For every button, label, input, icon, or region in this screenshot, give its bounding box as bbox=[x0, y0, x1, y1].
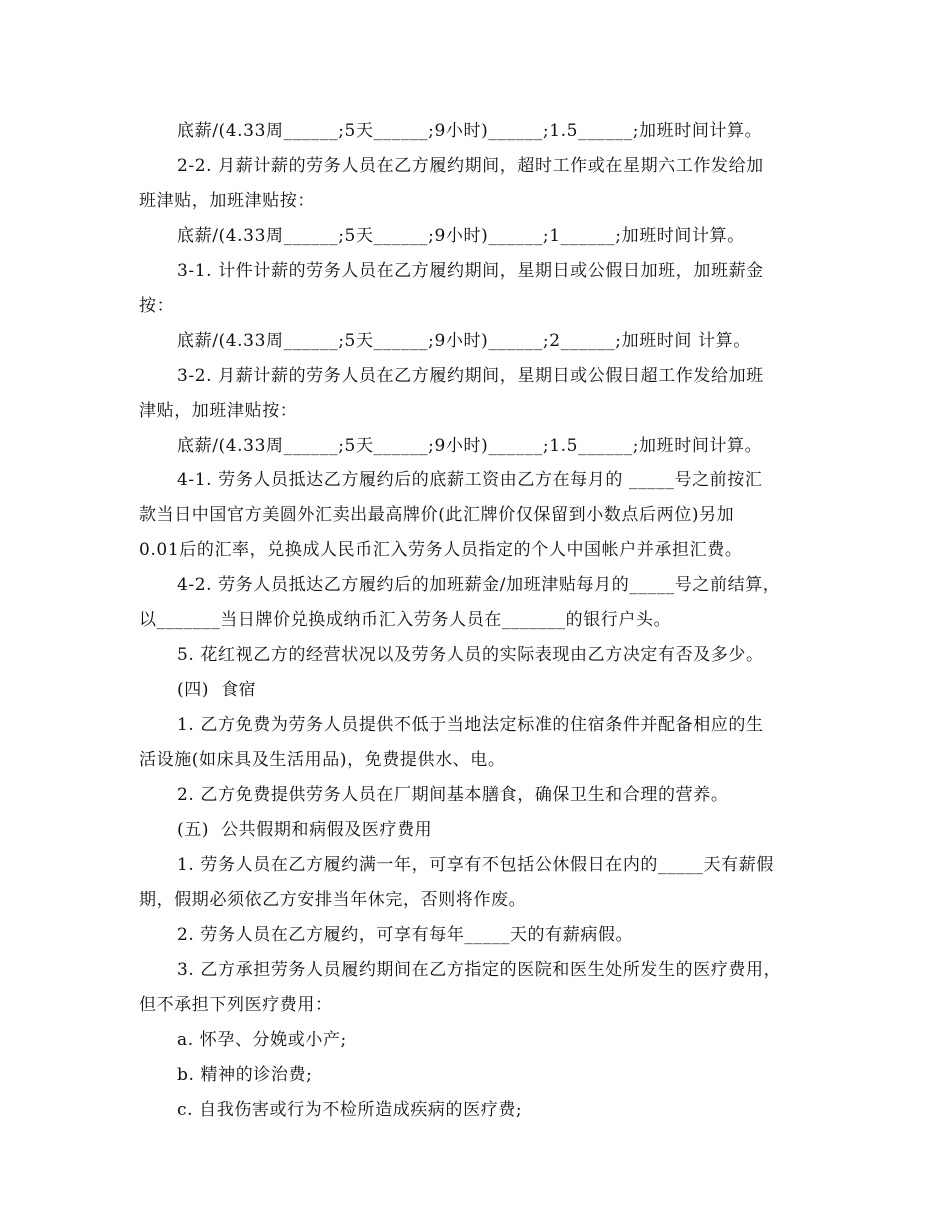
text-line: 按： bbox=[139, 296, 175, 316]
text-line: 5. 花红视乙方的经营状况以及劳务人员的实际表现由乙方决定有否及多少。 bbox=[177, 645, 764, 665]
text-line: 3. 乙方承担劳务人员履约期间在乙方指定的医院和医生处所发生的医疗费用， bbox=[177, 960, 782, 980]
text-line: 4-2. 劳务人员抵达乙方履约后的加班薪金/加班津贴每月的_____号之前结算， bbox=[177, 575, 781, 595]
text-line: 底薪/(4.33周______;5天______;9小时)______;1.5______;加班时间计算。 bbox=[177, 121, 763, 141]
list-item: b. 精神的诊治费; bbox=[177, 1065, 313, 1085]
text-line: 活设施(如床具及生活用品)，免费提供水、电。 bbox=[139, 750, 506, 770]
text-line: 底薪/(4.33周______;5天______;9小时)______;2______;加班时间 计算。 bbox=[177, 331, 751, 351]
text-line: 3-2. 月薪计薪的劳务人员在乙方履约期间，星期日或公假日超工作发给加班 bbox=[177, 366, 764, 386]
text-line: 2. 乙方免费提供劳务人员在厂期间基本膳食，确保卫生和合理的营养。 bbox=[177, 785, 729, 805]
section-heading: (五) 公共假期和病假及医疗费用 bbox=[177, 820, 433, 840]
section-heading: (四) 食宿 bbox=[177, 680, 257, 700]
text-line: 以_______当日牌价兑换成纳币汇入劳务人员在_______的银行户头。 bbox=[139, 610, 672, 630]
text-line: 2-2. 月薪计薪的劳务人员在乙方履约期间，超时工作或在星期六工作发给加 bbox=[177, 156, 764, 176]
text-line: 3-1. 计件计薪的劳务人员在乙方履约期间，星期日或公假日加班，加班薪金 bbox=[177, 261, 764, 281]
text-line: 款当日中国官方美圆外汇卖出最高牌价(此汇牌价仅保留到小数点后两位)另加 bbox=[139, 505, 735, 525]
text-line: 津贴，加班津贴按： bbox=[139, 401, 298, 421]
text-line: 期，假期必须依乙方安排当年休完，否则将作废。 bbox=[139, 890, 527, 910]
list-item: a. 怀孕、分娩或小产; bbox=[177, 1030, 347, 1050]
text-line: 2. 劳务人员在乙方履约，可享有每年_____天的有薪病假。 bbox=[177, 925, 634, 945]
text-line: 4-1. 劳务人员抵达乙方履约后的底薪工资由乙方在每月的 _____号之前按汇 bbox=[177, 470, 763, 490]
text-line: 但不承担下列医疗费用： bbox=[139, 995, 333, 1015]
text-line: 1. 乙方免费为劳务人员提供不低于当地法定标准的住宿条件并配备相应的生 bbox=[177, 715, 764, 735]
text-line: 0.01后的汇率，兑换成人民币汇入劳务人员指定的个人中国帐户并承担汇费。 bbox=[139, 540, 743, 560]
text-line: 底薪/(4.33周______;5天______;9小时)______;1.5______;加班时间计算。 bbox=[177, 436, 763, 456]
text-line: 班津贴，加班津贴按： bbox=[139, 191, 315, 211]
list-item: c. 自我伤害或行为不检所造成疾病的医疗费; bbox=[177, 1100, 523, 1120]
text-line: 底薪/(4.33周______;5天______;9小时)______;1______;加班时间计算。 bbox=[177, 226, 745, 246]
text-line: 1. 劳务人员在乙方履约满一年，可享有不包括公休假日在内的_____天有薪假 bbox=[177, 855, 774, 875]
